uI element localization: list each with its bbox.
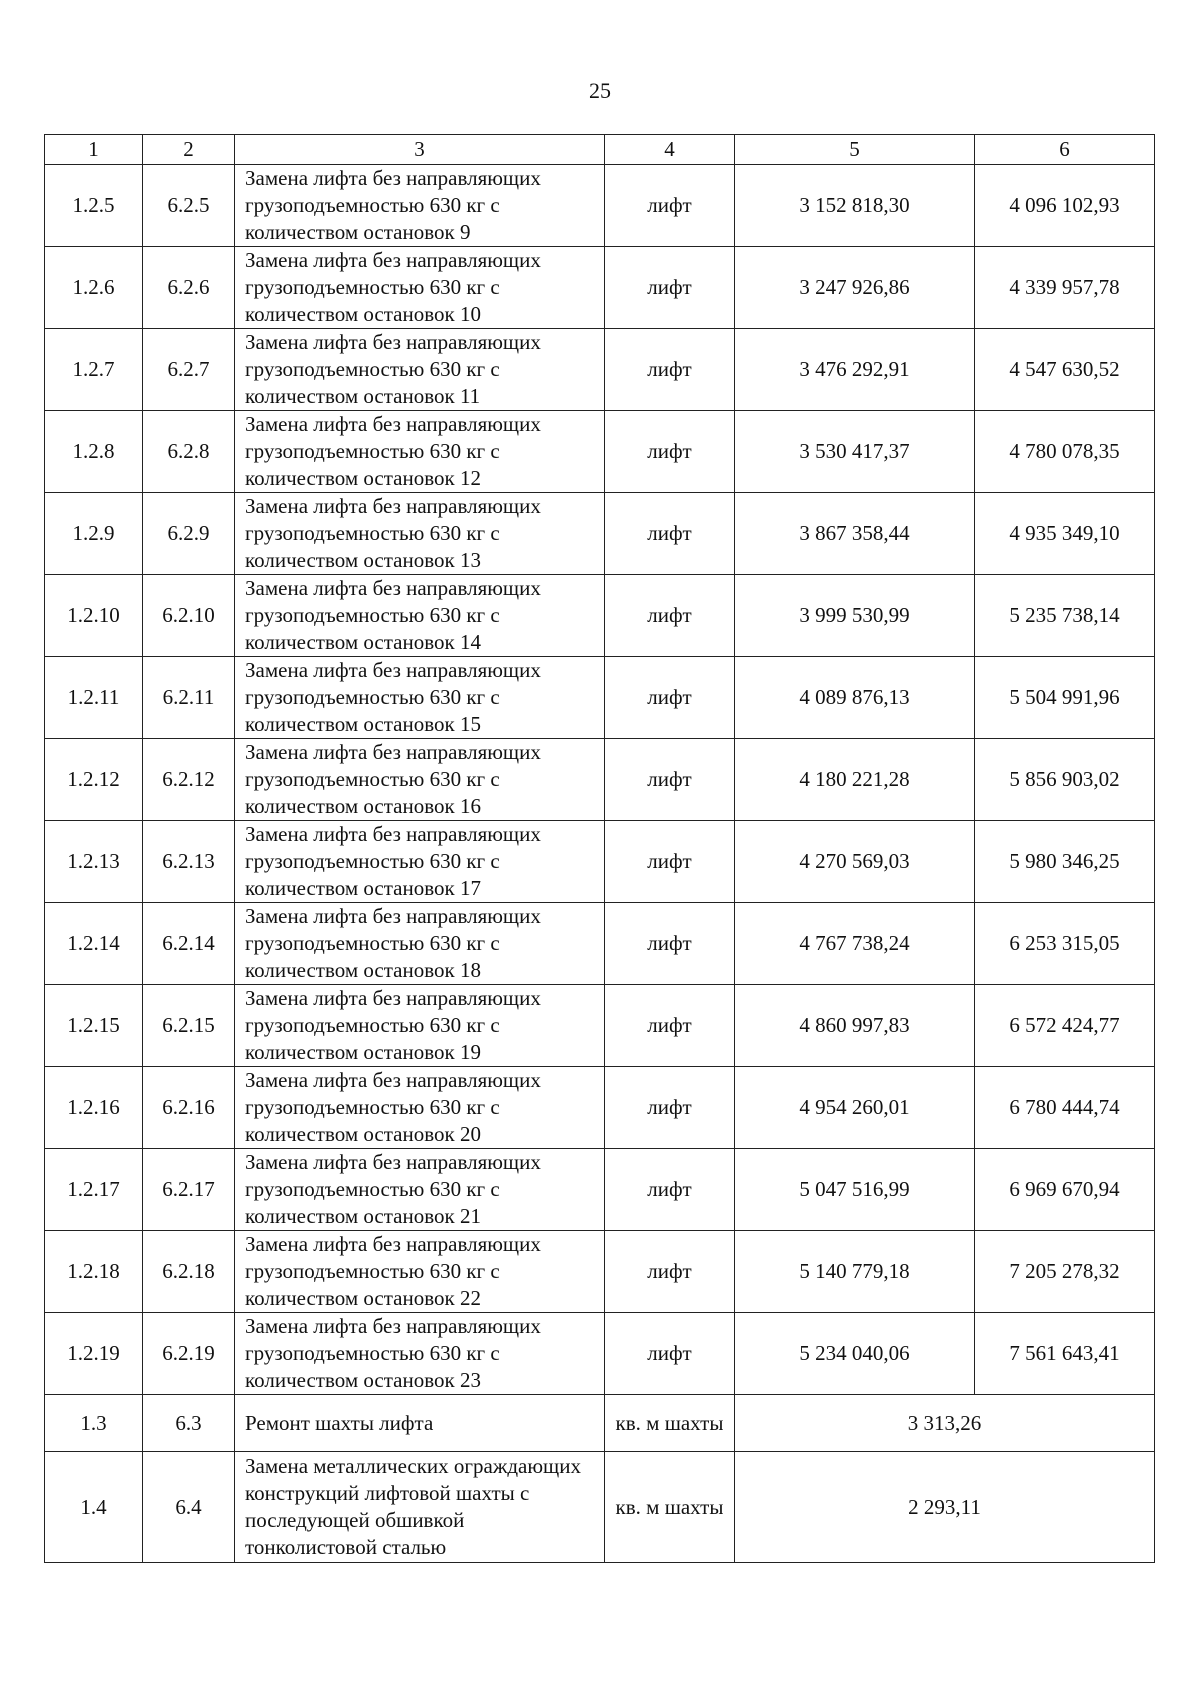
row-value-5: 3 247 926,86 xyxy=(735,247,975,329)
row-description: Замена лифта без направляющих грузоподъемностью 630 кг с количеством остановок 10 xyxy=(235,247,605,329)
row-unit: лифт xyxy=(605,247,735,329)
row-unit: лифт xyxy=(605,985,735,1067)
row-value-6: 4 547 630,52 xyxy=(975,329,1155,411)
row-code: 1.2.15 xyxy=(45,985,143,1067)
table-row-merged xyxy=(45,1395,1155,1452)
row-ref-code: 6.2.11 xyxy=(143,657,235,739)
row-value-5: 4 089 876,13 xyxy=(735,657,975,739)
row-value-6: 4 339 957,78 xyxy=(975,247,1155,329)
row-description: Ремонт шахты лифта xyxy=(235,1395,605,1452)
row-value-6: 4 096 102,93 xyxy=(975,165,1155,247)
row-code: 1.2.9 xyxy=(45,493,143,575)
table-row xyxy=(45,903,1155,985)
row-ref-code: 6.4 xyxy=(143,1452,235,1563)
row-description: Замена лифта без направляющих грузоподъемностью 630 кг с количеством остановок 15 xyxy=(235,657,605,739)
row-value-6: 5 856 903,02 xyxy=(975,739,1155,821)
row-value-6: 6 253 315,05 xyxy=(975,903,1155,985)
row-ref-code: 6.2.6 xyxy=(143,247,235,329)
column-header-4: 4 xyxy=(605,135,735,165)
row-ref-code: 6.2.18 xyxy=(143,1231,235,1313)
table-row xyxy=(45,493,1155,575)
row-ref-code: 6.2.16 xyxy=(143,1067,235,1149)
price-table xyxy=(44,134,1155,1563)
row-value-6: 5 980 346,25 xyxy=(975,821,1155,903)
row-merged-value: 2 293,11 xyxy=(735,1452,1155,1563)
column-header-2: 2 xyxy=(143,135,235,165)
row-ref-code: 6.2.19 xyxy=(143,1313,235,1395)
table-row xyxy=(45,1149,1155,1231)
row-code: 1.2.12 xyxy=(45,739,143,821)
column-header-6: 6 xyxy=(975,135,1155,165)
row-code: 1.2.5 xyxy=(45,165,143,247)
row-value-6: 4 935 349,10 xyxy=(975,493,1155,575)
row-value-6: 5 235 738,14 xyxy=(975,575,1155,657)
table-row xyxy=(45,1067,1155,1149)
row-merged-value: 3 313,26 xyxy=(735,1395,1155,1452)
row-code: 1.2.17 xyxy=(45,1149,143,1231)
row-unit: лифт xyxy=(605,411,735,493)
column-header-1: 1 xyxy=(45,135,143,165)
row-value-6: 5 504 991,96 xyxy=(975,657,1155,739)
table-row xyxy=(45,821,1155,903)
row-unit: кв. м шахты xyxy=(605,1452,735,1563)
row-value-5: 4 270 569,03 xyxy=(735,821,975,903)
row-description: Замена лифта без направляющих грузоподъемностью 630 кг с количеством остановок 21 xyxy=(235,1149,605,1231)
row-value-5: 3 999 530,99 xyxy=(735,575,975,657)
row-unit: лифт xyxy=(605,329,735,411)
table-row-merged xyxy=(45,1452,1155,1563)
row-description: Замена лифта без направляющих грузоподъемностью 630 кг с количеством остановок 16 xyxy=(235,739,605,821)
row-description: Замена лифта без направляющих грузоподъемностью 630 кг с количеством остановок 18 xyxy=(235,903,605,985)
row-ref-code: 6.2.7 xyxy=(143,329,235,411)
row-ref-code: 6.2.5 xyxy=(143,165,235,247)
row-code: 1.3 xyxy=(45,1395,143,1452)
row-description: Замена лифта без направляющих грузоподъемностью 630 кг с количеством остановок 22 xyxy=(235,1231,605,1313)
row-value-5: 4 180 221,28 xyxy=(735,739,975,821)
row-unit: лифт xyxy=(605,1231,735,1313)
row-code: 1.2.16 xyxy=(45,1067,143,1149)
table-row xyxy=(45,411,1155,493)
row-unit: лифт xyxy=(605,903,735,985)
table-row xyxy=(45,329,1155,411)
column-number-row xyxy=(45,135,1155,165)
table-row xyxy=(45,165,1155,247)
row-description: Замена лифта без направляющих грузоподъемностью 630 кг с количеством остановок 19 xyxy=(235,985,605,1067)
row-value-5: 3 867 358,44 xyxy=(735,493,975,575)
table-row xyxy=(45,657,1155,739)
row-code: 1.2.6 xyxy=(45,247,143,329)
column-header-5: 5 xyxy=(735,135,975,165)
row-unit: лифт xyxy=(605,657,735,739)
row-value-6: 7 561 643,41 xyxy=(975,1313,1155,1395)
row-ref-code: 6.2.14 xyxy=(143,903,235,985)
row-code: 1.4 xyxy=(45,1452,143,1563)
row-value-5: 3 476 292,91 xyxy=(735,329,975,411)
row-value-5: 5 234 040,06 xyxy=(735,1313,975,1395)
table-row xyxy=(45,739,1155,821)
row-value-6: 7 205 278,32 xyxy=(975,1231,1155,1313)
column-header-3: 3 xyxy=(235,135,605,165)
row-value-6: 6 572 424,77 xyxy=(975,985,1155,1067)
row-value-5: 3 530 417,37 xyxy=(735,411,975,493)
row-code: 1.2.13 xyxy=(45,821,143,903)
table-row xyxy=(45,985,1155,1067)
row-description: Замена лифта без направляющих грузоподъемностью 630 кг с количеством остановок 11 xyxy=(235,329,605,411)
table-row xyxy=(45,575,1155,657)
row-unit: лифт xyxy=(605,821,735,903)
row-value-5: 3 152 818,30 xyxy=(735,165,975,247)
row-value-5: 4 860 997,83 xyxy=(735,985,975,1067)
row-value-6: 4 780 078,35 xyxy=(975,411,1155,493)
row-description: Замена лифта без направляющих грузоподъемностью 630 кг с количеством остановок 9 xyxy=(235,165,605,247)
row-description: Замена лифта без направляющих грузоподъемностью 630 кг с количеством остановок 13 xyxy=(235,493,605,575)
row-description: Замена лифта без направляющих грузоподъемностью 630 кг с количеством остановок 23 xyxy=(235,1313,605,1395)
row-code: 1.2.8 xyxy=(45,411,143,493)
row-description: Замена лифта без направляющих грузоподъемностью 630 кг с количеством остановок 14 xyxy=(235,575,605,657)
table-row xyxy=(45,1313,1155,1395)
row-code: 1.2.18 xyxy=(45,1231,143,1313)
row-unit: лифт xyxy=(605,1313,735,1395)
row-ref-code: 6.2.13 xyxy=(143,821,235,903)
row-code: 1.2.10 xyxy=(45,575,143,657)
row-description: Замена металлических ограждающих конструкций лифтовой шахты с последующей обшивкой тонколистовой сталью xyxy=(235,1452,605,1563)
row-ref-code: 6.3 xyxy=(143,1395,235,1452)
row-ref-code: 6.2.8 xyxy=(143,411,235,493)
row-unit: лифт xyxy=(605,575,735,657)
table-row xyxy=(45,247,1155,329)
row-ref-code: 6.2.12 xyxy=(143,739,235,821)
row-description: Замена лифта без направляющих грузоподъемностью 630 кг с количеством остановок 17 xyxy=(235,821,605,903)
row-unit: лифт xyxy=(605,739,735,821)
row-description: Замена лифта без направляющих грузоподъемностью 630 кг с количеством остановок 20 xyxy=(235,1067,605,1149)
row-unit: лифт xyxy=(605,1149,735,1231)
row-value-6: 6 780 444,74 xyxy=(975,1067,1155,1149)
row-value-6: 6 969 670,94 xyxy=(975,1149,1155,1231)
table-row xyxy=(45,1231,1155,1313)
row-ref-code: 6.2.15 xyxy=(143,985,235,1067)
row-code: 1.2.14 xyxy=(45,903,143,985)
row-unit: лифт xyxy=(605,165,735,247)
row-value-5: 5 140 779,18 xyxy=(735,1231,975,1313)
row-value-5: 4 954 260,01 xyxy=(735,1067,975,1149)
row-code: 1.2.11 xyxy=(45,657,143,739)
page-number: 25 xyxy=(589,78,611,103)
row-code: 1.2.7 xyxy=(45,329,143,411)
row-ref-code: 6.2.9 xyxy=(143,493,235,575)
row-unit: кв. м шахты xyxy=(605,1395,735,1452)
row-value-5: 5 047 516,99 xyxy=(735,1149,975,1231)
row-code: 1.2.19 xyxy=(45,1313,143,1395)
row-ref-code: 6.2.17 xyxy=(143,1149,235,1231)
row-description: Замена лифта без направляющих грузоподъемностью 630 кг с количеством остановок 12 xyxy=(235,411,605,493)
row-ref-code: 6.2.10 xyxy=(143,575,235,657)
row-unit: лифт xyxy=(605,1067,735,1149)
row-unit: лифт xyxy=(605,493,735,575)
row-value-5: 4 767 738,24 xyxy=(735,903,975,985)
